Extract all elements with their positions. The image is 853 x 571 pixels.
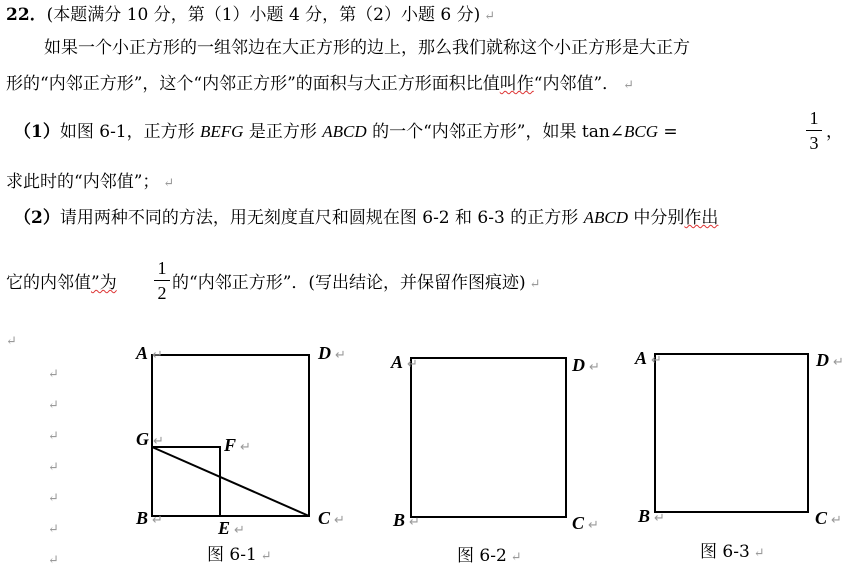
intro-text-2b: 叫作 bbox=[499, 74, 534, 94]
fig2-label-d: D ↵ bbox=[572, 355, 600, 375]
question-number: 22． bbox=[6, 5, 47, 25]
q2-text-2a: 它的内邻值 bbox=[6, 273, 91, 293]
fig1-label-g: G ↵ bbox=[136, 429, 164, 449]
q1-efg: BEFG bbox=[200, 122, 244, 141]
fig2-label-b: B ↵ bbox=[393, 510, 420, 530]
fig1-label-b: B ↵ bbox=[136, 508, 163, 528]
q1-text-b: 是正方形 bbox=[243, 122, 323, 142]
q1-text-c: 的一个“内邻正方形”，如果 tan∠ bbox=[366, 122, 625, 142]
fig1-label-a: A ↵ bbox=[136, 343, 163, 363]
fig1-square-befg bbox=[152, 447, 220, 516]
fig1-label-f: F ↵ bbox=[224, 435, 251, 455]
paragraph-mark: ↵ bbox=[529, 277, 541, 292]
fig1-caption: 图 6-1 ↵ bbox=[207, 545, 272, 565]
q2-frac-den: 2 bbox=[157, 283, 167, 303]
paragraph-mark: ↵ bbox=[163, 176, 175, 191]
paragraph-mark: ↵ bbox=[623, 78, 635, 93]
fig3-label-d: D ↵ bbox=[816, 350, 844, 370]
paragraph-mark: ↵ bbox=[6, 334, 17, 349]
q2-label: （2） bbox=[14, 208, 60, 228]
fig2-caption: 图 6-2 ↵ bbox=[457, 546, 522, 566]
fig2-square-abcd bbox=[411, 358, 566, 517]
q1-eq: = bbox=[658, 122, 678, 142]
intro-text-2c: “内邻值”． bbox=[533, 74, 620, 94]
paragraph-mark: ↵ bbox=[48, 460, 59, 475]
paragraph-mark: ↵ bbox=[48, 367, 59, 382]
q1-abcd: ABCD bbox=[322, 122, 367, 141]
fig3-label-b: B ↵ bbox=[638, 506, 665, 526]
paragraph-mark: ↵ bbox=[48, 398, 59, 413]
q2-text-2c: 的“内邻正方形”．(写出结论，并保留作图痕迹) bbox=[172, 273, 526, 293]
q1-label: （1） bbox=[14, 122, 60, 142]
fig2-label-a: A ↵ bbox=[391, 352, 418, 372]
q2-text-c: 作出 bbox=[684, 208, 719, 228]
fig1-label-d: D ↵ bbox=[318, 343, 346, 363]
fig3-label-c: C ↵ bbox=[815, 508, 842, 528]
q2-text-2b: ”为 bbox=[91, 273, 117, 293]
fig3-caption: 图 6-3 ↵ bbox=[700, 542, 765, 562]
intro-text-1: 如果一个小正方形的一组邻边在大正方形的边上，那么我们就称这个小正方形是大正方 bbox=[44, 38, 690, 58]
paragraph-mark: ↵ bbox=[48, 553, 59, 568]
q1-comma-text: ， bbox=[826, 122, 843, 142]
q2-text-b: 中分别 bbox=[628, 208, 685, 228]
q1-frac-num: 1 bbox=[809, 108, 819, 128]
paragraph-mark: ↵ bbox=[484, 9, 496, 24]
q1-bcg: BCG bbox=[624, 122, 659, 141]
q2-frac-num: 1 bbox=[157, 258, 167, 278]
fig3-label-a: A ↵ bbox=[635, 348, 662, 368]
paragraph-mark: ↵ bbox=[48, 522, 59, 537]
fig1-segment-gc bbox=[152, 447, 309, 516]
paragraph-mark: ↵ bbox=[48, 491, 59, 506]
q1-text-line2: 求此时的“内邻值”； bbox=[6, 172, 160, 192]
intro-text-2a: 形的“内邻正方形”，这个“内邻正方形”的面积与大正方形面积比值 bbox=[6, 74, 500, 94]
fig2-label-c: C ↵ bbox=[572, 513, 599, 533]
q1-text-a: 如图 6-1，正方形 bbox=[59, 122, 201, 142]
fig1-label-c: C ↵ bbox=[318, 508, 345, 528]
score-info: (本题满分 10 分，第（1）小题 4 分，第（2）小题 6 分) bbox=[46, 5, 481, 25]
q1-frac-den: 3 bbox=[809, 133, 819, 153]
q2-abcd: ABCD bbox=[583, 208, 629, 227]
fig3-square-abcd bbox=[655, 354, 808, 512]
q2-text-a: 请用两种不同的方法，用无刻度直尺和圆规在图 6-2 和 6-3 的正方形 bbox=[59, 208, 584, 228]
paragraph-mark: ↵ bbox=[48, 429, 59, 444]
fig1-label-e: E ↵ bbox=[218, 518, 245, 538]
